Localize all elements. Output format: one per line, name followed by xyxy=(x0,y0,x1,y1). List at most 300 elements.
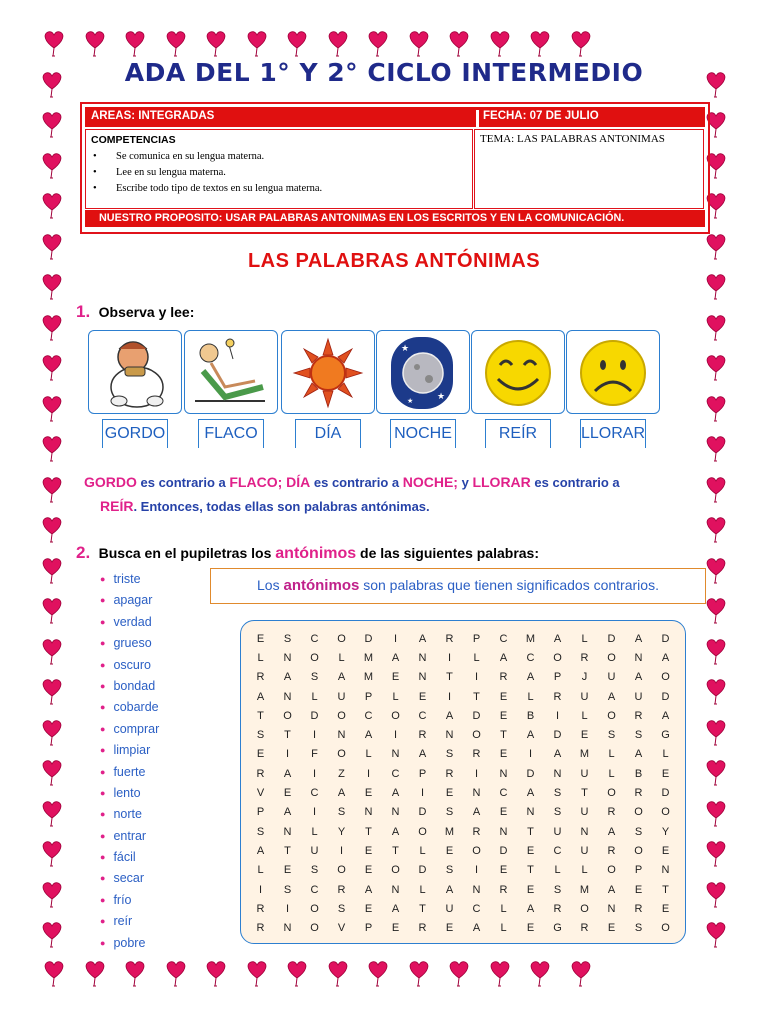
puzzle-letter: A xyxy=(526,671,535,684)
puzzle-letter: O xyxy=(310,902,319,915)
puzzle-letter: L xyxy=(500,922,507,935)
heart-icon xyxy=(40,879,64,913)
puzzle-letter: M xyxy=(579,748,590,761)
puzzle-row xyxy=(247,899,679,918)
puzzle-letter: A xyxy=(256,690,265,703)
puzzle-letter: A xyxy=(661,651,670,664)
puzzle-letter: O xyxy=(607,787,616,800)
word-item: ● norte xyxy=(100,804,159,825)
puzzle-letter: T xyxy=(446,671,453,684)
puzzle-letter: N xyxy=(526,806,535,819)
puzzle-letter: O xyxy=(337,864,346,877)
heart-icon xyxy=(40,757,64,791)
puzzle-letter: N xyxy=(553,767,562,780)
puzzle-row xyxy=(247,880,679,899)
puzzle-letter: B xyxy=(634,767,643,780)
puzzle-row xyxy=(247,841,679,860)
text-run: LLORAR xyxy=(472,474,531,490)
word-item: ● verdad xyxy=(100,612,159,633)
text-run: es contrario a xyxy=(136,475,230,490)
puzzle-letter: I xyxy=(393,729,398,742)
puzzle-letter: P xyxy=(256,806,265,819)
puzzle-letter: N xyxy=(391,748,400,761)
heart-icon xyxy=(40,838,64,872)
svg-text:★: ★ xyxy=(401,344,410,354)
text-run: FLACO; DÍA xyxy=(229,474,311,490)
puzzle-letter: S xyxy=(634,922,643,935)
puzzle-letter: I xyxy=(258,883,263,896)
puzzle-letter: M xyxy=(579,883,590,896)
word-item: ● entrar xyxy=(100,826,159,847)
heart-icon xyxy=(40,595,64,629)
puzzle-letter: U xyxy=(337,690,346,703)
puzzle-letter: C xyxy=(310,632,319,645)
heart-icon xyxy=(366,958,390,992)
puzzle-letter: A xyxy=(661,709,670,722)
puzzle-letter: S xyxy=(445,806,454,819)
definition-text: Los xyxy=(257,577,284,593)
text-run: NOCHE; xyxy=(402,474,458,490)
puzzle-letter: U xyxy=(310,844,319,857)
puzzle-letter: O xyxy=(661,922,670,935)
puzzle-letter: U xyxy=(580,844,589,857)
puzzle-letter: N xyxy=(445,729,454,742)
puzzle-letter: E xyxy=(661,902,670,915)
word-search-grid xyxy=(240,620,686,944)
puzzle-letter: R xyxy=(472,748,481,761)
puzzle-letter: E xyxy=(256,632,265,645)
puzzle-letter: R xyxy=(634,709,643,722)
puzzle-letter: E xyxy=(526,844,535,857)
heart-icon xyxy=(704,271,728,305)
puzzle-letter: D xyxy=(553,729,562,742)
puzzle-letter: O xyxy=(661,806,670,819)
word-item: ● cobarde xyxy=(100,697,159,718)
puzzle-letter: R xyxy=(256,902,265,915)
question-highlight: antónimos xyxy=(275,545,357,562)
info-table xyxy=(80,102,710,234)
puzzle-letter: A xyxy=(418,632,427,645)
puzzle-letter: P xyxy=(418,767,427,780)
word-list xyxy=(100,569,159,954)
heart-icon xyxy=(40,717,64,751)
puzzle-letter: E xyxy=(283,787,292,800)
puzzle-letter: N xyxy=(499,825,508,838)
puzzle-letter: D xyxy=(364,632,373,645)
puzzle-letter: A xyxy=(283,671,292,684)
puzzle-letter: S xyxy=(445,748,454,761)
heart-icon xyxy=(40,514,64,548)
puzzle-letter: L xyxy=(419,844,426,857)
puzzle-letter: C xyxy=(364,709,373,722)
puzzle-letter: R xyxy=(256,922,265,935)
heart-icon xyxy=(447,958,471,992)
section-title: LAS PALABRAS ANTÓNIMAS xyxy=(247,250,541,272)
puzzle-letter: L xyxy=(608,767,615,780)
puzzle-letter: E xyxy=(364,787,373,800)
puzzle-letter: L xyxy=(338,651,345,664)
puzzle-letter: D xyxy=(418,864,427,877)
heart-icon xyxy=(704,393,728,427)
puzzle-letter: Y xyxy=(661,825,670,838)
puzzle-letter: E xyxy=(283,864,292,877)
word-item: ● frío xyxy=(100,890,159,911)
puzzle-letter: G xyxy=(553,922,562,935)
puzzle-letter: O xyxy=(607,651,616,664)
definition-box xyxy=(210,568,706,604)
heart-icon xyxy=(40,919,64,953)
puzzle-letter: N xyxy=(418,671,427,684)
puzzle-letter: D xyxy=(661,787,670,800)
heart-icon xyxy=(704,676,728,710)
puzzle-letter: U xyxy=(580,806,589,819)
heart-icon xyxy=(326,28,350,62)
puzzle-letter: E xyxy=(499,806,508,819)
puzzle-letter: R xyxy=(607,844,616,857)
puzzle-letter: I xyxy=(393,632,398,645)
puzzle-letter: I xyxy=(312,729,317,742)
puzzle-row xyxy=(247,745,679,764)
puzzle-letter: S xyxy=(445,864,454,877)
puzzle-letter: N xyxy=(283,825,292,838)
puzzle-letter: R xyxy=(634,787,643,800)
puzzle-letter: A xyxy=(391,651,400,664)
puzzle-letter: A xyxy=(526,902,535,915)
puzzle-letter: U xyxy=(580,767,589,780)
puzzle-letter: I xyxy=(285,748,290,761)
puzzle-letter: T xyxy=(257,709,264,722)
puzzle-letter: T xyxy=(581,787,588,800)
puzzle-letter: E xyxy=(364,864,373,877)
puzzle-letter: A xyxy=(607,883,616,896)
puzzle-letter: N xyxy=(472,883,481,896)
puzzle-letter: E xyxy=(445,844,454,857)
puzzle-letter: P xyxy=(364,690,373,703)
fat-man-eating-icon xyxy=(88,330,182,414)
puzzle-letter: E xyxy=(499,709,508,722)
heart-icon xyxy=(528,958,552,992)
puzzle-letter: A xyxy=(472,806,481,819)
text-run: y xyxy=(457,475,473,490)
puzzle-letter: R xyxy=(418,729,427,742)
heart-icon xyxy=(245,28,269,62)
puzzle-letter: A xyxy=(472,922,481,935)
heart-icon xyxy=(704,595,728,629)
puzzle-letter: E xyxy=(526,922,535,935)
heart-icon xyxy=(704,798,728,832)
puzzle-letter: C xyxy=(499,787,508,800)
puzzle-letter: L xyxy=(257,864,264,877)
definition-text: son palabras que tienen significados contrarios. xyxy=(359,577,659,593)
puzzle-letter: S xyxy=(337,902,346,915)
puzzle-letter: S xyxy=(553,787,562,800)
puzzle-letter: D xyxy=(661,632,670,645)
puzzle-letter: E xyxy=(499,690,508,703)
puzzle-letter: T xyxy=(527,864,534,877)
heart-icon xyxy=(40,433,64,467)
competencia-item: • Escribe todo tipo de textos en su lengua materna. xyxy=(86,181,322,197)
puzzle-letter: O xyxy=(472,729,481,742)
puzzle-row xyxy=(247,706,679,725)
puzzle-letter: D xyxy=(472,709,481,722)
puzzle-letter: I xyxy=(420,787,425,800)
puzzle-letter: S xyxy=(634,729,643,742)
puzzle-letter: D xyxy=(661,690,670,703)
text-run: GORDO xyxy=(84,474,137,490)
heart-icon xyxy=(704,555,728,589)
puzzle-row xyxy=(247,725,679,744)
puzzle-letter: A xyxy=(418,748,427,761)
puzzle-letter: S xyxy=(310,671,319,684)
puzzle-row xyxy=(247,803,679,822)
puzzle-letter: S xyxy=(634,825,643,838)
puzzle-letter: D xyxy=(499,844,508,857)
puzzle-letter: O xyxy=(634,806,643,819)
puzzle-letter: F xyxy=(311,748,318,761)
heart-icon xyxy=(704,433,728,467)
puzzle-letter: R xyxy=(418,922,427,935)
puzzle-letter: O xyxy=(310,651,319,664)
word-search-table xyxy=(247,629,679,938)
heart-icon xyxy=(488,958,512,992)
puzzle-letter: O xyxy=(553,651,562,664)
competencias-title: COMPETENCIAS xyxy=(91,134,176,146)
heart-icon xyxy=(164,958,188,992)
puzzle-letter: V xyxy=(337,922,346,935)
puzzle-letter: A xyxy=(634,632,643,645)
puzzle-letter: A xyxy=(499,651,508,664)
label-reir: REÍR xyxy=(485,419,551,448)
puzzle-letter: N xyxy=(283,651,292,664)
word-item: ● fuerte xyxy=(100,762,159,783)
puzzle-letter: L xyxy=(311,690,318,703)
puzzle-letter: T xyxy=(527,825,534,838)
puzzle-letter: E xyxy=(526,883,535,896)
puzzle-letter: A xyxy=(391,902,400,915)
puzzle-letter: T xyxy=(365,825,372,838)
thin-man-lounging-icon xyxy=(184,330,278,414)
sun-icon xyxy=(281,330,375,414)
puzzle-letter: R xyxy=(580,922,589,935)
heart-icon xyxy=(40,312,64,346)
puzzle-letter: O xyxy=(418,825,427,838)
question-text: Observa y lee: xyxy=(98,304,195,320)
puzzle-letter: L xyxy=(554,864,561,877)
puzzle-letter: N xyxy=(418,651,427,664)
puzzle-letter: S xyxy=(337,806,346,819)
puzzle-letter: D xyxy=(310,709,319,722)
puzzle-letter: J xyxy=(581,671,588,684)
puzzle-letter: N xyxy=(337,729,346,742)
puzzle-letter: R xyxy=(607,806,616,819)
heart-icon xyxy=(123,28,147,62)
heart-icon xyxy=(204,958,228,992)
tema-label: TEMA: LAS PALABRAS ANTONIMAS xyxy=(480,133,665,145)
puzzle-letter: T xyxy=(500,729,507,742)
puzzle-letter: T xyxy=(419,902,426,915)
puzzle-letter: E xyxy=(499,748,508,761)
heart-icon xyxy=(40,150,64,184)
heart-icon xyxy=(40,636,64,670)
heart-icon xyxy=(704,352,728,386)
puzzle-letter: A xyxy=(445,883,454,896)
puzzle-letter: E xyxy=(607,922,616,935)
puzzle-letter: R xyxy=(256,767,265,780)
puzzle-letter: R xyxy=(553,902,562,915)
heart-icon xyxy=(704,717,728,751)
heart-icon xyxy=(42,958,66,992)
puzzle-letter: E xyxy=(445,787,454,800)
puzzle-letter: U xyxy=(634,690,643,703)
puzzle-letter: M xyxy=(363,651,374,664)
puzzle-letter: R xyxy=(337,883,346,896)
puzzle-letter: M xyxy=(525,632,536,645)
label-gordo: GORDO xyxy=(102,419,168,448)
word-item: ● lento xyxy=(100,783,159,804)
puzzle-letter: R xyxy=(445,767,454,780)
question-text: de las siguientes palabras: xyxy=(356,545,540,561)
heart-icon xyxy=(40,190,64,224)
puzzle-letter: T xyxy=(473,690,480,703)
puzzle-letter: U xyxy=(580,690,589,703)
definition-keyword: antónimos xyxy=(283,577,360,594)
puzzle-letter: I xyxy=(555,709,560,722)
puzzle-letter: L xyxy=(608,748,615,761)
puzzle-letter: L xyxy=(311,825,318,838)
puzzle-letter: T xyxy=(284,729,291,742)
puzzle-letter: E xyxy=(364,902,373,915)
heart-icon xyxy=(40,352,64,386)
puzzle-letter: A xyxy=(283,767,292,780)
puzzle-letter: R xyxy=(499,883,508,896)
heart-icon xyxy=(447,28,471,62)
puzzle-letter: A xyxy=(607,825,616,838)
puzzle-letter: S xyxy=(283,632,292,645)
puzzle-letter: A xyxy=(634,748,643,761)
puzzle-letter: A xyxy=(364,729,373,742)
word-item: ● apagar xyxy=(100,590,159,611)
word-item: ● oscuro xyxy=(100,655,159,676)
word-item: ● grueso xyxy=(100,633,159,654)
puzzle-letter: E xyxy=(418,690,427,703)
puzzle-letter: O xyxy=(607,864,616,877)
puzzle-letter: L xyxy=(419,883,426,896)
question-2 xyxy=(76,543,539,563)
heart-icon xyxy=(407,958,431,992)
puzzle-letter: I xyxy=(366,767,371,780)
puzzle-letter: E xyxy=(445,922,454,935)
heart-icon xyxy=(704,514,728,548)
puzzle-letter: C xyxy=(418,709,427,722)
heart-icon xyxy=(704,636,728,670)
heart-icon xyxy=(42,28,66,62)
heart-icon xyxy=(40,798,64,832)
word-item: ● pobre xyxy=(100,933,159,954)
puzzle-letter: L xyxy=(500,902,507,915)
puzzle-row xyxy=(247,629,679,648)
puzzle-letter: I xyxy=(312,767,317,780)
puzzle-letter: P xyxy=(553,671,562,684)
puzzle-letter: A xyxy=(526,729,535,742)
puzzle-letter: I xyxy=(285,902,290,915)
heart-icon xyxy=(204,28,228,62)
puzzle-letter: E xyxy=(256,748,265,761)
puzzle-letter: O xyxy=(634,844,643,857)
question-number: 2. xyxy=(76,543,91,562)
heart-icon xyxy=(366,28,390,62)
puzzle-letter: L xyxy=(581,632,588,645)
text-run: es contrario a xyxy=(310,475,403,490)
puzzle-row xyxy=(247,668,679,687)
puzzle-letter: L xyxy=(365,748,372,761)
puzzle-letter: E xyxy=(499,864,508,877)
areas-row xyxy=(85,107,705,127)
heart-icon xyxy=(285,28,309,62)
fecha-label: FECHA: 07 DE JULIO xyxy=(483,110,599,122)
puzzle-letter: R xyxy=(445,632,454,645)
puzzle-letter: O xyxy=(472,844,481,857)
puzzle-letter: P xyxy=(472,632,481,645)
competencia-item: • Lee en su lengua materna. xyxy=(86,165,322,181)
puzzle-letter: T xyxy=(662,883,669,896)
puzzle-letter: N xyxy=(634,651,643,664)
puzzle-letter: L xyxy=(473,651,480,664)
question-1 xyxy=(76,302,194,322)
puzzle-letter: A xyxy=(391,825,400,838)
heart-icon xyxy=(40,474,64,508)
puzzle-letter: U xyxy=(553,825,562,838)
puzzle-letter: N xyxy=(607,902,616,915)
puzzle-letter: Z xyxy=(338,767,345,780)
puzzle-letter: D xyxy=(526,767,535,780)
puzzle-letter: A xyxy=(553,748,562,761)
puzzle-row xyxy=(247,822,679,841)
heart-icon xyxy=(488,28,512,62)
puzzle-letter: L xyxy=(257,651,264,664)
puzzle-row xyxy=(247,861,679,880)
word-item: ● secar xyxy=(100,868,159,889)
puzzle-letter: C xyxy=(526,651,535,664)
puzzle-letter: O xyxy=(310,922,319,935)
puzzle-letter: G xyxy=(661,729,670,742)
puzzle-letter: O xyxy=(283,709,292,722)
puzzle-letter: I xyxy=(528,748,533,761)
heart-icon xyxy=(528,28,552,62)
heart-icon xyxy=(569,958,593,992)
page-title: ADA DEL 1° Y 2° CICLO INTERMEDIO xyxy=(124,58,644,87)
puzzle-letter: L xyxy=(662,748,669,761)
puzzle-letter: C xyxy=(391,767,400,780)
puzzle-letter: S xyxy=(607,729,616,742)
puzzle-letter: D xyxy=(607,632,616,645)
puzzle-letter: T xyxy=(392,844,399,857)
heart-icon xyxy=(407,28,431,62)
competencias-list xyxy=(86,149,322,197)
puzzle-letter: O xyxy=(607,709,616,722)
sad-face-icon xyxy=(566,330,660,414)
puzzle-letter: D xyxy=(418,806,427,819)
heart-icon xyxy=(704,757,728,791)
puzzle-letter: A xyxy=(445,709,454,722)
tema-cell xyxy=(474,129,704,209)
areas-label: AREAS: INTEGRADAS xyxy=(91,110,215,122)
word-item: ● limpiar xyxy=(100,740,159,761)
smiling-face-icon xyxy=(471,330,565,414)
puzzle-letter: E xyxy=(391,671,400,684)
puzzle-letter: R xyxy=(580,651,589,664)
puzzle-letter: I xyxy=(312,806,317,819)
svg-text:★: ★ xyxy=(437,392,446,402)
